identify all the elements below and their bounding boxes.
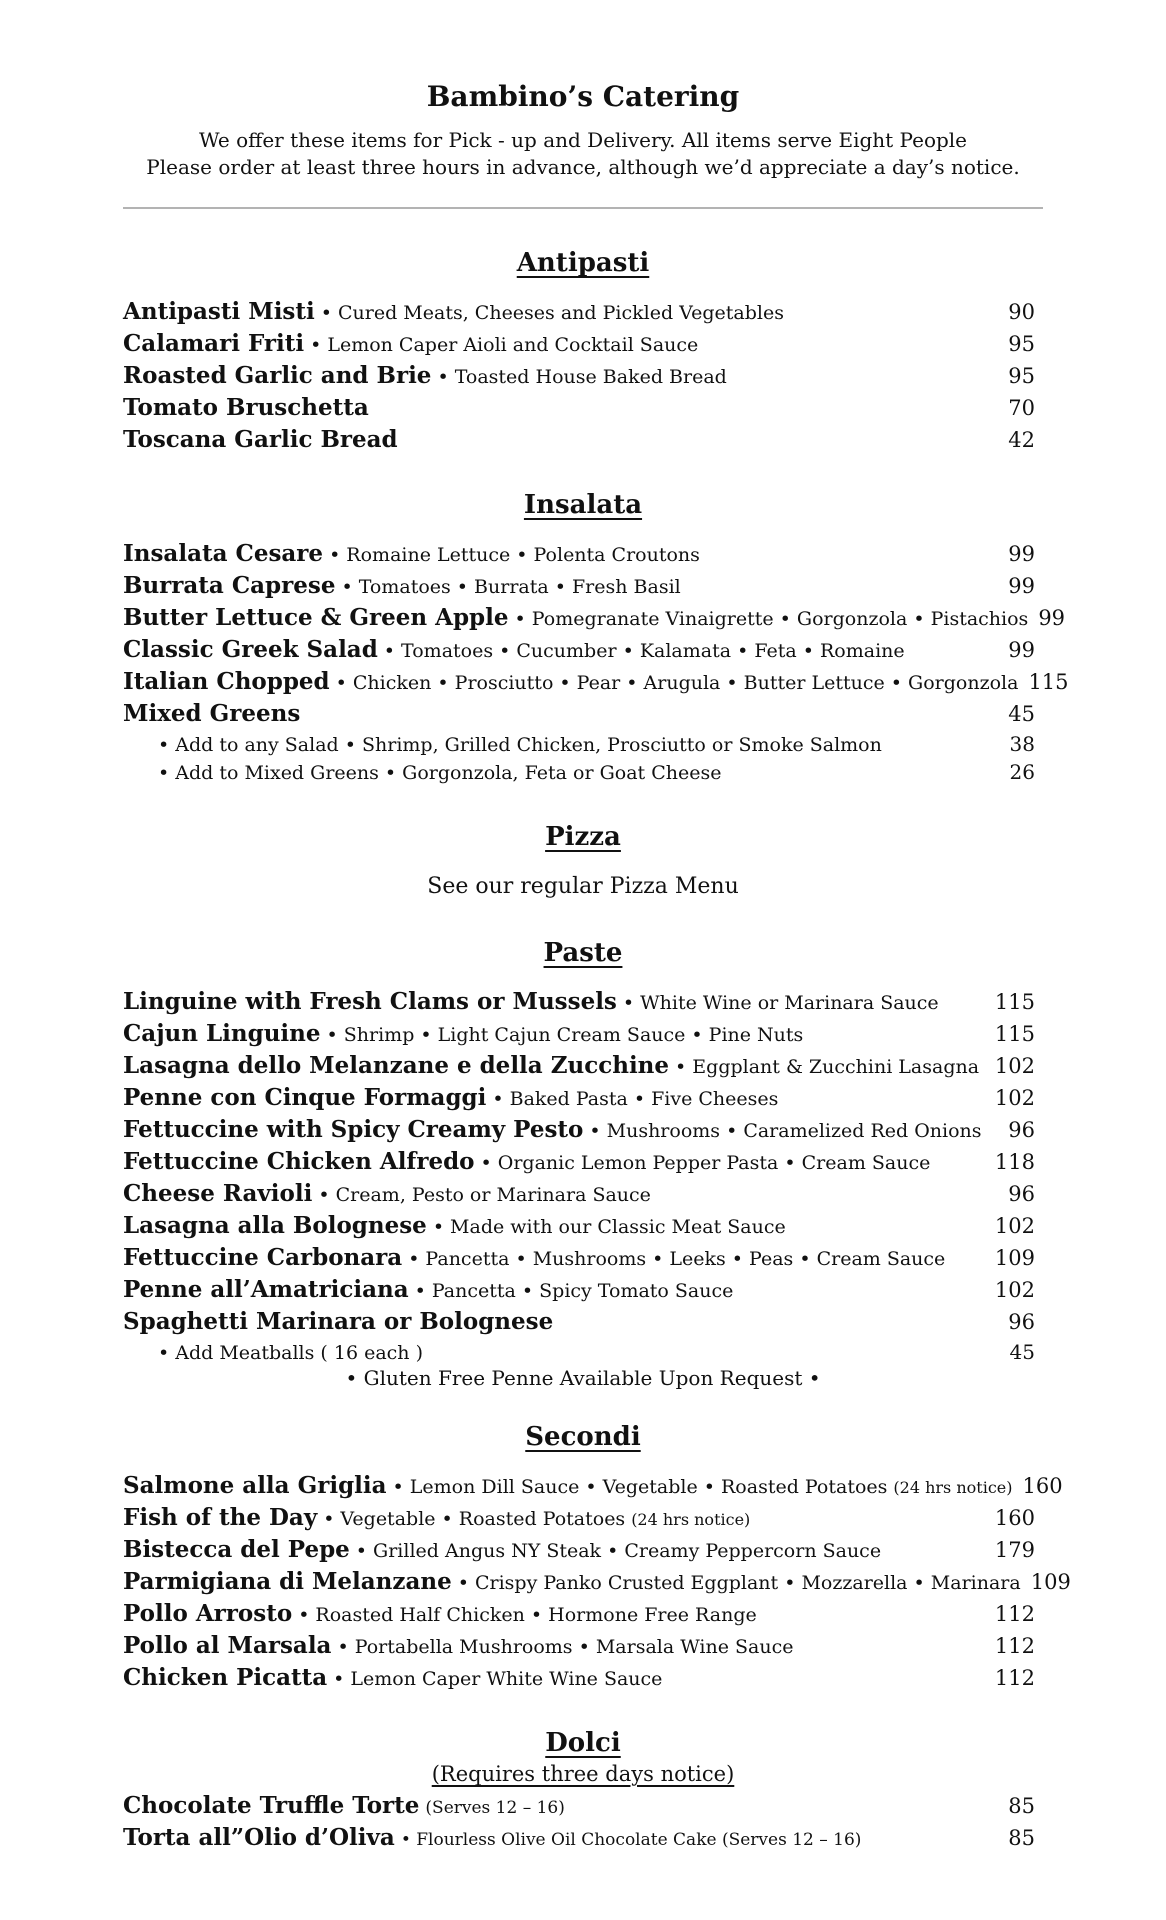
menu-item (123, 540, 1035, 572)
item-name: Fettuccine with Spicy Creamy Pesto (123, 1116, 584, 1143)
addon-desc: • Add Meatballs ( 16 each ) (158, 1342, 423, 1364)
item-price: 102 (994, 1054, 1035, 1078)
item-price: 96 (1008, 1118, 1035, 1142)
item-desc: • Organic Lemon Pepper Pasta • Cream Sauce (480, 1152, 931, 1174)
section-title-antipasti: Antipasti (516, 248, 650, 278)
menu-item (123, 362, 1035, 394)
menu-item (123, 636, 1035, 668)
dolci-list (123, 1792, 1035, 1856)
item-price: 115 (1028, 670, 1069, 694)
item-desc: • Lemon Caper White Wine Sauce (333, 1668, 663, 1690)
item-desc: • Shrimp • Light Cajun Cream Sauce • Pine Nuts (326, 1024, 804, 1046)
item-desc: • Vegetable • Roasted Potatoes (323, 1508, 626, 1530)
pizza-note: See our regular Pizza Menu (427, 874, 739, 899)
menu-item (123, 1792, 1035, 1824)
item-name: Torta all”Olio d’Oliva (123, 1824, 395, 1851)
item-desc: • Made with our Classic Meat Sauce (432, 1216, 786, 1238)
menu-item (123, 1052, 1035, 1084)
item-desc: • Flourless Olive Oil Chocolate Cake (Serves 12 – 16) (400, 1830, 862, 1850)
item-price: 95 (1008, 332, 1035, 356)
item-name: Italian Chopped (123, 668, 330, 695)
item-name: Burrata Caprese (123, 572, 336, 599)
menu-item (123, 988, 1035, 1020)
item-desc: • Mushrooms • Caramelized Red Onions (589, 1120, 982, 1142)
item-name: Cheese Ravioli (123, 1180, 313, 1207)
menu-item (123, 330, 1035, 362)
item-desc: • White Wine or Marinara Sauce (622, 992, 939, 1014)
section-title-dolci: Dolci (545, 1728, 621, 1758)
item-name: Lasagna alla Bolognese (123, 1212, 427, 1239)
item-price: 42 (1008, 428, 1035, 452)
section-title-secondi: Secondi (525, 1422, 641, 1452)
item-name: Insalata Cesare (123, 540, 324, 567)
item-desc: • Crispy Panko Crusted Eggplant • Mozzarella • Marinara (457, 1572, 1021, 1594)
item-desc: • Grilled Angus NY Steak • Creamy Peppercorn Sauce (355, 1540, 882, 1562)
item-name: Fettuccine Chicken Alfredo (123, 1148, 475, 1175)
item-desc: • Romaine Lettuce • Polenta Croutons (329, 544, 700, 566)
item-name: Calamari Friti (123, 330, 305, 357)
item-notice: (24 hrs notice) (631, 1510, 751, 1529)
item-price: 115 (994, 990, 1035, 1014)
item-price: 102 (994, 1278, 1035, 1302)
item-price: 160 (994, 1506, 1035, 1530)
secondi-list (123, 1472, 1071, 1696)
item-notice: (24 hrs notice) (893, 1478, 1013, 1497)
section-title-pizza: Pizza (545, 822, 621, 852)
insalata-list (123, 540, 1069, 788)
header-line-advance: Please order at least three hours in advance, although we’d appreciate a day’s notice. (146, 155, 1020, 179)
menu-header (0, 80, 1166, 181)
item-name: Roasted Garlic and Brie (123, 362, 432, 389)
item-desc: • Lemon Dill Sauce • Vegetable • Roasted Potatoes (392, 1476, 888, 1498)
item-name: Lasagna dello Melanzane e della Zucchine (123, 1052, 670, 1079)
menu-item (123, 298, 1035, 330)
menu-item (123, 1600, 1035, 1632)
item-price: 112 (994, 1666, 1035, 1690)
item-price: 102 (994, 1086, 1035, 1110)
item-desc: • Pomegranate Vinaigrette • Gorgonzola • Pistachios (514, 608, 1029, 630)
header-divider (123, 207, 1043, 209)
item-name: Linguine with Fresh Clams or Mussels (123, 988, 617, 1015)
menu-item (123, 1308, 1035, 1340)
item-name: Pollo Arrosto (123, 1600, 293, 1627)
menu-item (123, 1084, 1035, 1116)
item-name: Tomato Bruschetta (123, 394, 369, 421)
item-name: Bistecca del Pepe (123, 1536, 350, 1563)
item-desc: • Chicken • Prosciutto • Pear • Arugula • Butter Lettuce • Gorgonzola (335, 672, 1019, 694)
menu-item (123, 1664, 1035, 1696)
item-price: 96 (1008, 1310, 1035, 1334)
item-desc: (Serves 12 – 16) (425, 1798, 565, 1818)
item-name: Penne con Cinque Formaggi (123, 1084, 487, 1111)
item-price: 102 (994, 1214, 1035, 1238)
addon-desc: • Add to any Salad • Shrimp, Grilled Chicken, Prosciutto or Smoke Salmon (158, 734, 882, 756)
menu-item (123, 1824, 1035, 1856)
item-desc: • Eggplant & Zucchini Lasagna (675, 1056, 980, 1078)
item-price: 112 (994, 1634, 1035, 1658)
item-name: Pollo al Marsala (123, 1632, 332, 1659)
item-price: 99 (1008, 542, 1035, 566)
item-desc: • Cream, Pesto or Marinara Sauce (318, 1184, 651, 1206)
item-price: 90 (1008, 300, 1035, 324)
section-title-paste: Paste (543, 938, 623, 968)
gluten-free-note: • Gluten Free Penne Available Upon Request • (345, 1366, 821, 1390)
item-price: 99 (1008, 574, 1035, 598)
item-desc: • Lemon Caper Aioli and Cocktail Sauce (310, 334, 699, 356)
item-price: 109 (994, 1246, 1035, 1270)
item-name: Cajun Linguine (123, 1020, 321, 1047)
restaurant-title: Bambino’s Catering (426, 80, 740, 113)
item-desc: • Portabella Mushrooms • Marsala Wine Sauce (337, 1636, 794, 1658)
menu-item (123, 1212, 1035, 1244)
menu-item (123, 1472, 1063, 1504)
menu-item (123, 1244, 1035, 1276)
menu-item (123, 668, 1069, 700)
item-name: Butter Lettuce & Green Apple (123, 604, 509, 631)
item-name: Toscana Garlic Bread (123, 426, 398, 453)
item-name: Spaghetti Marinara or Bolognese (123, 1308, 554, 1335)
item-name: Chocolate Truffle Torte (123, 1792, 420, 1819)
item-price: 112 (994, 1602, 1035, 1626)
menu-item (123, 1276, 1035, 1308)
item-name: Chicken Picatta (123, 1664, 328, 1691)
dolci-notice: (Requires three days notice) (431, 1762, 735, 1786)
item-name: Salmone alla Griglia (123, 1472, 387, 1499)
menu-addon (123, 760, 1035, 788)
item-price: 118 (994, 1150, 1035, 1174)
menu-item (123, 1568, 1071, 1600)
menu-item (123, 572, 1035, 604)
item-desc: • Pancetta • Mushrooms • Leeks • Peas • Cream Sauce (408, 1248, 946, 1270)
item-name: Mixed Greens (123, 700, 301, 727)
item-price: 85 (1008, 1794, 1035, 1818)
item-price: 85 (1008, 1826, 1035, 1850)
menu-item (123, 1536, 1035, 1568)
header-line-pickup: We offer these items for Pick - up and Delivery. All items serve Eight People (198, 128, 968, 152)
item-desc: • Cured Meats, Cheeses and Pickled Vegetables (320, 302, 784, 324)
addon-price: 45 (1009, 1340, 1035, 1364)
item-price: 115 (994, 1022, 1035, 1046)
item-price: 109 (1030, 1570, 1071, 1594)
item-name: Fish of the Day (123, 1504, 318, 1531)
item-desc: • Toasted House Baked Bread (437, 366, 727, 388)
item-name: Classic Greek Salad (123, 636, 378, 663)
item-price: 95 (1008, 364, 1035, 388)
addon-price: 38 (1009, 732, 1035, 756)
item-price: 70 (1008, 396, 1035, 420)
item-name: Antipasti Misti (123, 298, 315, 325)
item-price: 99 (1008, 638, 1035, 662)
item-desc: • Roasted Half Chicken • Hormone Free Range (298, 1604, 757, 1626)
menu-item (123, 1180, 1035, 1212)
menu-item (123, 700, 1035, 732)
section-title-insalata: Insalata (523, 490, 643, 520)
item-desc: • Tomatoes • Burrata • Fresh Basil (341, 576, 681, 598)
menu-item (123, 1504, 1035, 1536)
antipasti-list (123, 298, 1035, 458)
item-name: Fettuccine Carbonara (123, 1244, 403, 1271)
menu-item (123, 1116, 1035, 1148)
menu-item (123, 1020, 1035, 1052)
addon-price: 26 (1009, 760, 1035, 784)
menu-item (123, 604, 1066, 636)
menu-item (123, 426, 1035, 458)
paste-list (123, 988, 1035, 1368)
item-desc: • Tomatoes • Cucumber • Kalamata • Feta • Romaine (383, 640, 905, 662)
menu-addon (123, 732, 1035, 760)
item-price: 160 (1022, 1474, 1063, 1498)
item-desc: • Baked Pasta • Five Cheeses (492, 1088, 779, 1110)
menu-item (123, 1148, 1035, 1180)
item-name: Parmigiana di Melanzane (123, 1568, 452, 1595)
item-price: 179 (994, 1538, 1035, 1562)
addon-desc: • Add to Mixed Greens • Gorgonzola, Feta or Goat Cheese (158, 762, 722, 784)
item-name: Penne all’Amatriciana (123, 1276, 409, 1303)
menu-item (123, 1632, 1035, 1664)
item-price: 99 (1038, 606, 1066, 630)
item-price: 96 (1008, 1182, 1035, 1206)
menu-addon (123, 1340, 1035, 1368)
item-desc: • Pancetta • Spicy Tomato Sauce (414, 1280, 734, 1302)
menu-item (123, 394, 1035, 426)
item-price: 45 (1008, 702, 1035, 726)
